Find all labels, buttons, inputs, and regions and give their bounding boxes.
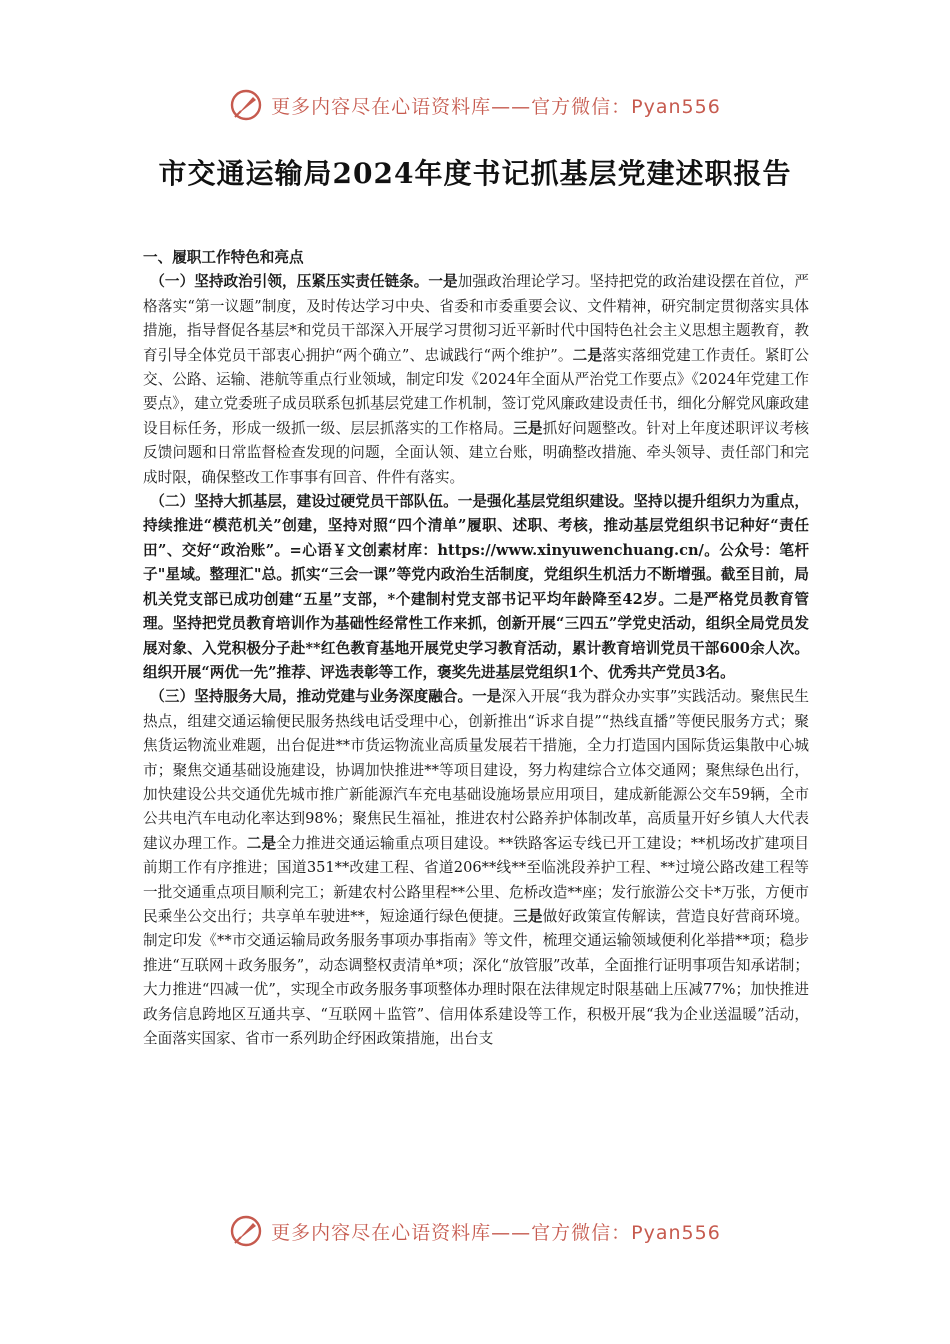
quill-logo-icon bbox=[229, 1214, 263, 1248]
watermark-text: 更多内容尽在心语资料库——官方微信：Pyan556 bbox=[271, 95, 721, 118]
paragraph-2: （二）坚持大抓基层，建设过硬党员干部队伍。一是强化基层党组织建设。坚持以提升组织力为重点，持续推进“模范机关”创建，坚持对照“四个清单”履职、述职、考核，推动基层党组织书记种好“责任田”、交好“政治账”。=心语￥文创素材库：https://www.xinyuwenchuang.cn/。公众号：笔杆子"星域。整理汇"总。抓实“三会一课”等党内政治生活制度，党组织生机活力不断增强。截至目前，局机关党支部已成功创建“五星”支部，*个建制村党支部书记平均年龄降至42岁。二是严格党员教育管理。坚持把党员教育培训作为基础性经常性工作来抓，创新开展“三四五”学党史活动，组织全局党员发展对象、入党积极分子赴**红色教育基地开展党史学习教育活动，累计教育培训党员干部600余人次。组织开展“两优一先”推荐、评选表彰等工作，褒奖先进基层党组织1个、优秀共产党员3名。 bbox=[143, 493, 809, 681]
paragraph-text: 全力推进交通运输重点项目建设。**铁路客运专线已开工建设；**机场改扩建项目前期工作有序推进；国道351**改建工程、省道206**线**至临洮段养护工程、**过境公路改建工程等一批交通重点项目顺利完工；新建农村公路里程**公里、危桥改造**座；发行旅游公交卡*万张，方便市民乘坐公交出行；共享单车驶进**，短途通行绿色便捷。 bbox=[143, 834, 809, 925]
item-marker: 一是 bbox=[472, 688, 502, 706]
paragraph-lead: （三）坚持服务大局，推动党建与业务深度融合。 bbox=[150, 688, 473, 706]
paragraph-lead: （一）坚持政治引领，压紧压实责任链条。 bbox=[150, 273, 429, 291]
paragraph-text: 深入开展“我为群众办实事”实践活动。聚焦民生热点，组建交通运输便民服务热线电话受理中心，创新推出“诉求自提”“热线直播”等便民服务方式；聚焦货运物流业难题，出台促进**市货运物流业高质量发展若干措施，全力打造国内国际货运集散中心城市；聚焦交通基础设施建设，协调加快推进**等项目建设，努力构建综合立体交通网；聚焦绿色出行，加快建设公共交通优先城市推广新能源汽车充电基础设施场景应用项目，建成新能源公交车59辆，全市公共电汽车电动化率达到98%；聚焦民生福祉，推进农村公路养护体制改革，高质量开好乡镇人大代表建议办理工作。 bbox=[143, 688, 809, 852]
item-marker: 三是 bbox=[513, 907, 543, 925]
item-marker: 一是 bbox=[428, 273, 458, 291]
watermark-text: 更多内容尽在心语资料库——官方微信：Pyan556 bbox=[271, 1221, 721, 1244]
item-marker: 二是 bbox=[572, 346, 603, 364]
watermark-banner-bottom bbox=[0, 1212, 950, 1250]
section-heading: 一、履职工作特色和亮点 bbox=[143, 249, 304, 266]
watermark-banner-top bbox=[0, 86, 950, 124]
document-title: 市交通运输局2024年度书记抓基层党建述职报告 bbox=[158, 157, 792, 190]
paragraph-1 bbox=[143, 270, 809, 490]
paragraph-3 bbox=[143, 685, 809, 1051]
document-body bbox=[143, 246, 809, 1051]
quill-logo-icon bbox=[229, 88, 263, 122]
paragraph-text: 落实落细党建工作责任。紧盯公交、公路、运输、港航等重点行业领域，制定印发《2024年全面从严治党工作要点》《2024年党建工作要点》，建立党委班子成员联系包抓基层党建工作机制，签订党风廉政建设责任书，细化分解党风廉政建设目标任务，形成一级抓一级、层层抓落实的工作格局。 bbox=[143, 346, 809, 437]
item-marker: 三是 bbox=[513, 419, 543, 437]
paragraph-text: 抓好问题整改。针对上年度述职评议考核反馈问题和日常监督检查发现的问题，全面认领、建立台账，明确整改措施、牵头领导、责任部门和完成时限，确保整改工作事事有回音、件件有落实。 bbox=[143, 419, 809, 486]
paragraph-text: 做好政策宣传解读，营造良好营商环境。制定印发《**市交通运输局政务服务事项办事指南》等文件，梳理交通运输领域便利化举措**项；稳步推进“互联网＋政务服务”，动态调整权责清单*项；深化“放管服”改革，全面推行证明事项告知承诺制；大力推进“四减一优”，实现全市政务服务事项整体办理时限在法律规定时限基础上压减77%；加快推进政务信息跨地区互通共享、“互联网＋监管”、信用体系建设等工作，积极开展“我为企业送温暖”活动，全面落实国家、省市一系列助企纾困政策措施，出台支 bbox=[143, 907, 809, 1047]
paragraph-text: 加强政治理论学习。坚持把党的政治建设摆在首位，严格落实“第一议题”制度，及时传达学习中央、省委和市委重要会议、文件精神，研究制定贯彻落实具体措施，指导督促各基层*和党员干部深入开展学习贯彻习近平新时代中国特色社会主义思想主题教育，教育引导全体党员干部衷心拥护“两个确立”、忠诚践行“两个维护”。 bbox=[143, 273, 809, 364]
item-marker: 二是 bbox=[246, 834, 277, 852]
